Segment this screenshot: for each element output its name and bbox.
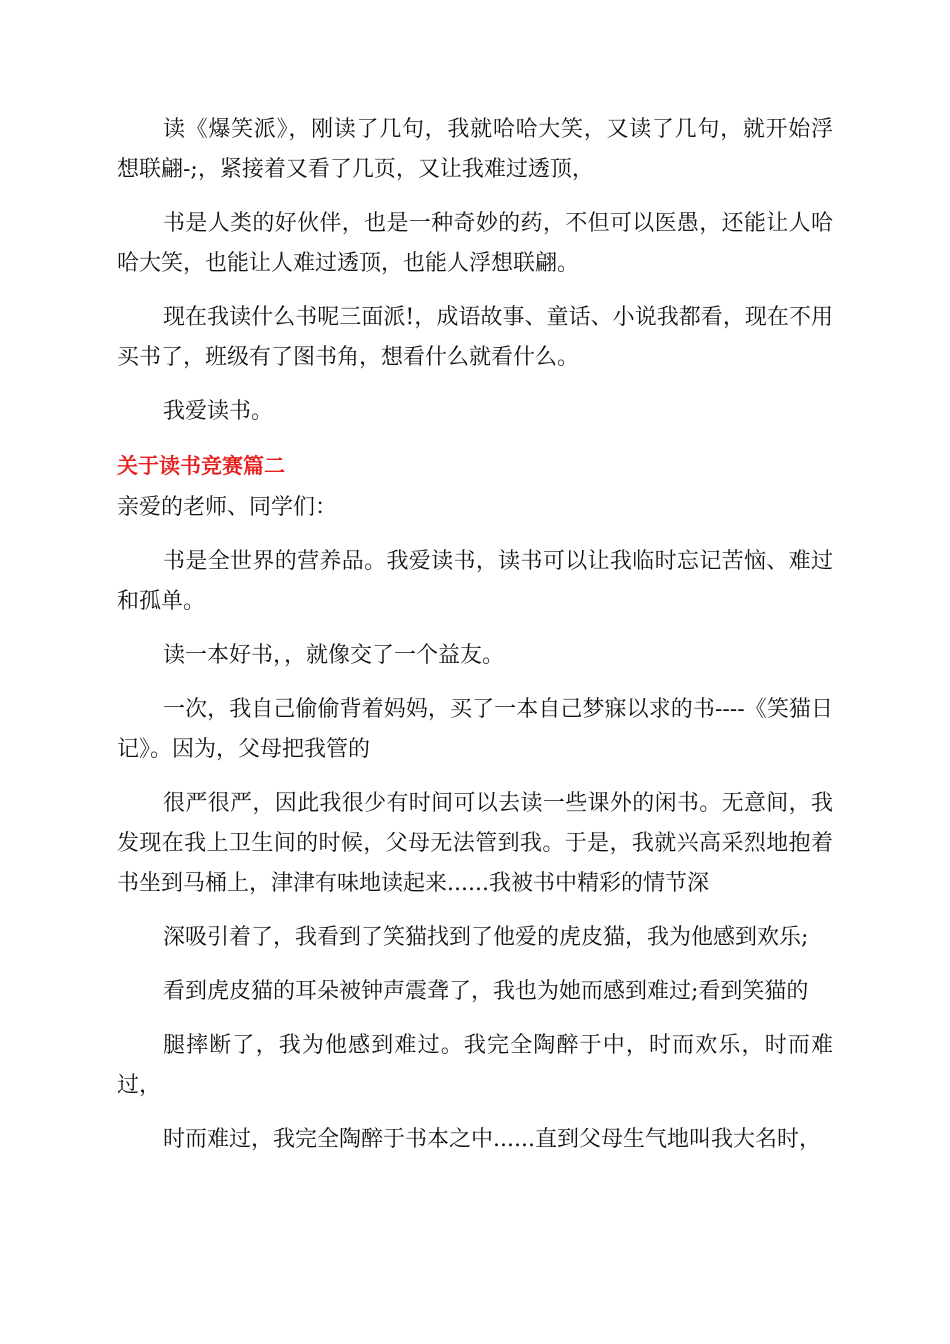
salutation: 亲爱的老师、同学们： [117, 495, 338, 520]
paragraph: 很严很严，因此我很少有时间可以去读一些课外的闲书。无意间，我发现在我上卫生间的时候，父母无法管到我。于是，我就兴高采烈地抱着书坐到马桶上，津津有味地读起来......我被书中精彩的情节深 [117, 791, 833, 896]
paragraph: 读《爆笑派》，刚读了几句，我就哈哈大笑，又读了几句，就开始浮想联翩-;，紧接着又看了几页，又让我难过透顶， [117, 117, 833, 182]
paragraph: 书是全世界的营养品。我爱读书，读书可以让我临时忘记苦恼、难过和孤单。 [117, 549, 833, 614]
paragraph: 现在我读什么书呢三面派!，成语故事、童话、小说我都看，现在不用买书了，班级有了图书角，想看什么就看什么。 [117, 305, 833, 370]
paragraph: 书是人类的好伙伴，也是一种奇妙的药，不但可以医愚，还能让人哈哈大笑，也能让人难过透顶，也能人浮想联翩。 [117, 211, 833, 276]
paragraph: 深吸引着了，我看到了笑猫找到了他爱的虎皮猫，我为他感到欢乐; [163, 925, 809, 950]
section-heading: 关于读书竞赛篇二 [117, 454, 285, 478]
paragraph: 一次，我自己偷偷背着妈妈，买了一本自己梦寐以求的书----《笑猫日记》。因为，父母把我管的 [117, 697, 833, 762]
paragraph: 时而难过，我完全陶醉于书本之中......直到父母生气地叫我大名时， [163, 1127, 821, 1152]
paragraph: 腿摔断了，我为他感到难过。我完全陶醉于中，时而欢乐，时而难过， [117, 1033, 833, 1098]
paragraph: 看到虎皮猫的耳朵被钟声震聋了，我也为她而感到难过;看到笑猫的 [163, 979, 809, 1004]
paragraph: 我爱读书。 [163, 399, 274, 424]
paragraph: 读一本好书，，就像交了一个益友。 [163, 643, 505, 668]
document-body [117, 110, 833, 1174]
